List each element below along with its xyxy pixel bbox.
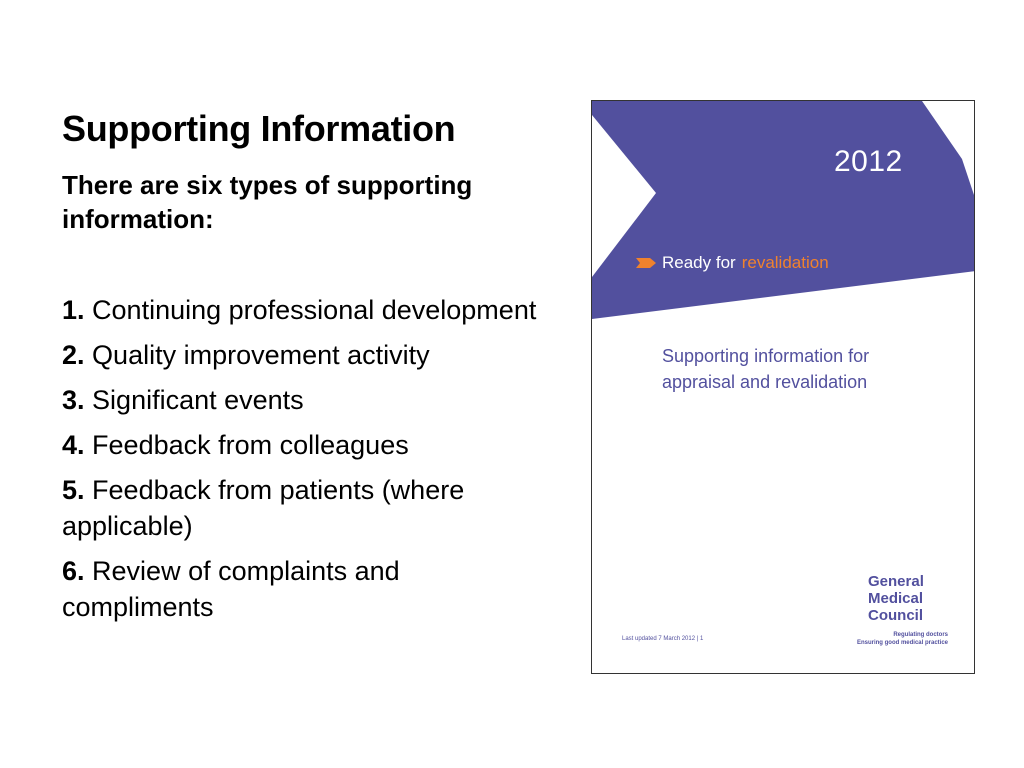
cover-year: 2012 — [834, 145, 903, 178]
list-item — [62, 553, 542, 625]
list-item-text: Significant events — [92, 385, 304, 415]
tagline-1: Regulating doctors — [893, 632, 948, 638]
cover-ready-prefix: Ready for — [662, 253, 736, 272]
gmc-tagline — [857, 631, 948, 647]
list-item-text: Continuing professional development — [92, 295, 537, 325]
list-item — [62, 472, 542, 544]
gmc-line-3: Council — [868, 607, 923, 624]
cover-updated: Last updated 7 March 2012 | 1 — [622, 636, 704, 642]
list-item-text: Feedback from patients (where applicable) — [62, 475, 465, 541]
cover-ready-line — [636, 253, 829, 273]
slide-subtitle: There are six types of supporting information: — [62, 170, 473, 234]
gmc-line-2: Medical — [868, 590, 924, 607]
list-item — [62, 427, 542, 463]
document-cover-image — [591, 100, 975, 674]
list-item-number: 6. — [62, 556, 85, 586]
supporting-info-list — [62, 292, 542, 634]
list-item-text: Review of complaints and compliments — [62, 556, 400, 622]
gmc-logo — [868, 573, 948, 624]
cover-ready-accent: revalidation — [741, 253, 829, 272]
list-item — [62, 337, 542, 373]
list-item-number: 2. — [62, 340, 85, 370]
cover-title: Supporting information for appraisal and revalidation — [662, 346, 870, 392]
tagline-2: Ensuring good medical practice — [856, 640, 948, 646]
list-item-number: 1. — [62, 295, 85, 325]
list-item — [62, 382, 542, 418]
list-item-text: Quality improvement activity — [92, 340, 430, 370]
gmc-line-1: General — [868, 573, 924, 590]
list-item-number: 5. — [62, 475, 85, 505]
list-item — [62, 292, 542, 328]
arrow-right-icon — [636, 258, 656, 268]
list-item-number: 4. — [62, 430, 85, 460]
list-item-number: 3. — [62, 385, 85, 415]
list-item-text: Feedback from colleagues — [92, 430, 409, 460]
slide-title: Supporting Information — [62, 108, 456, 149]
